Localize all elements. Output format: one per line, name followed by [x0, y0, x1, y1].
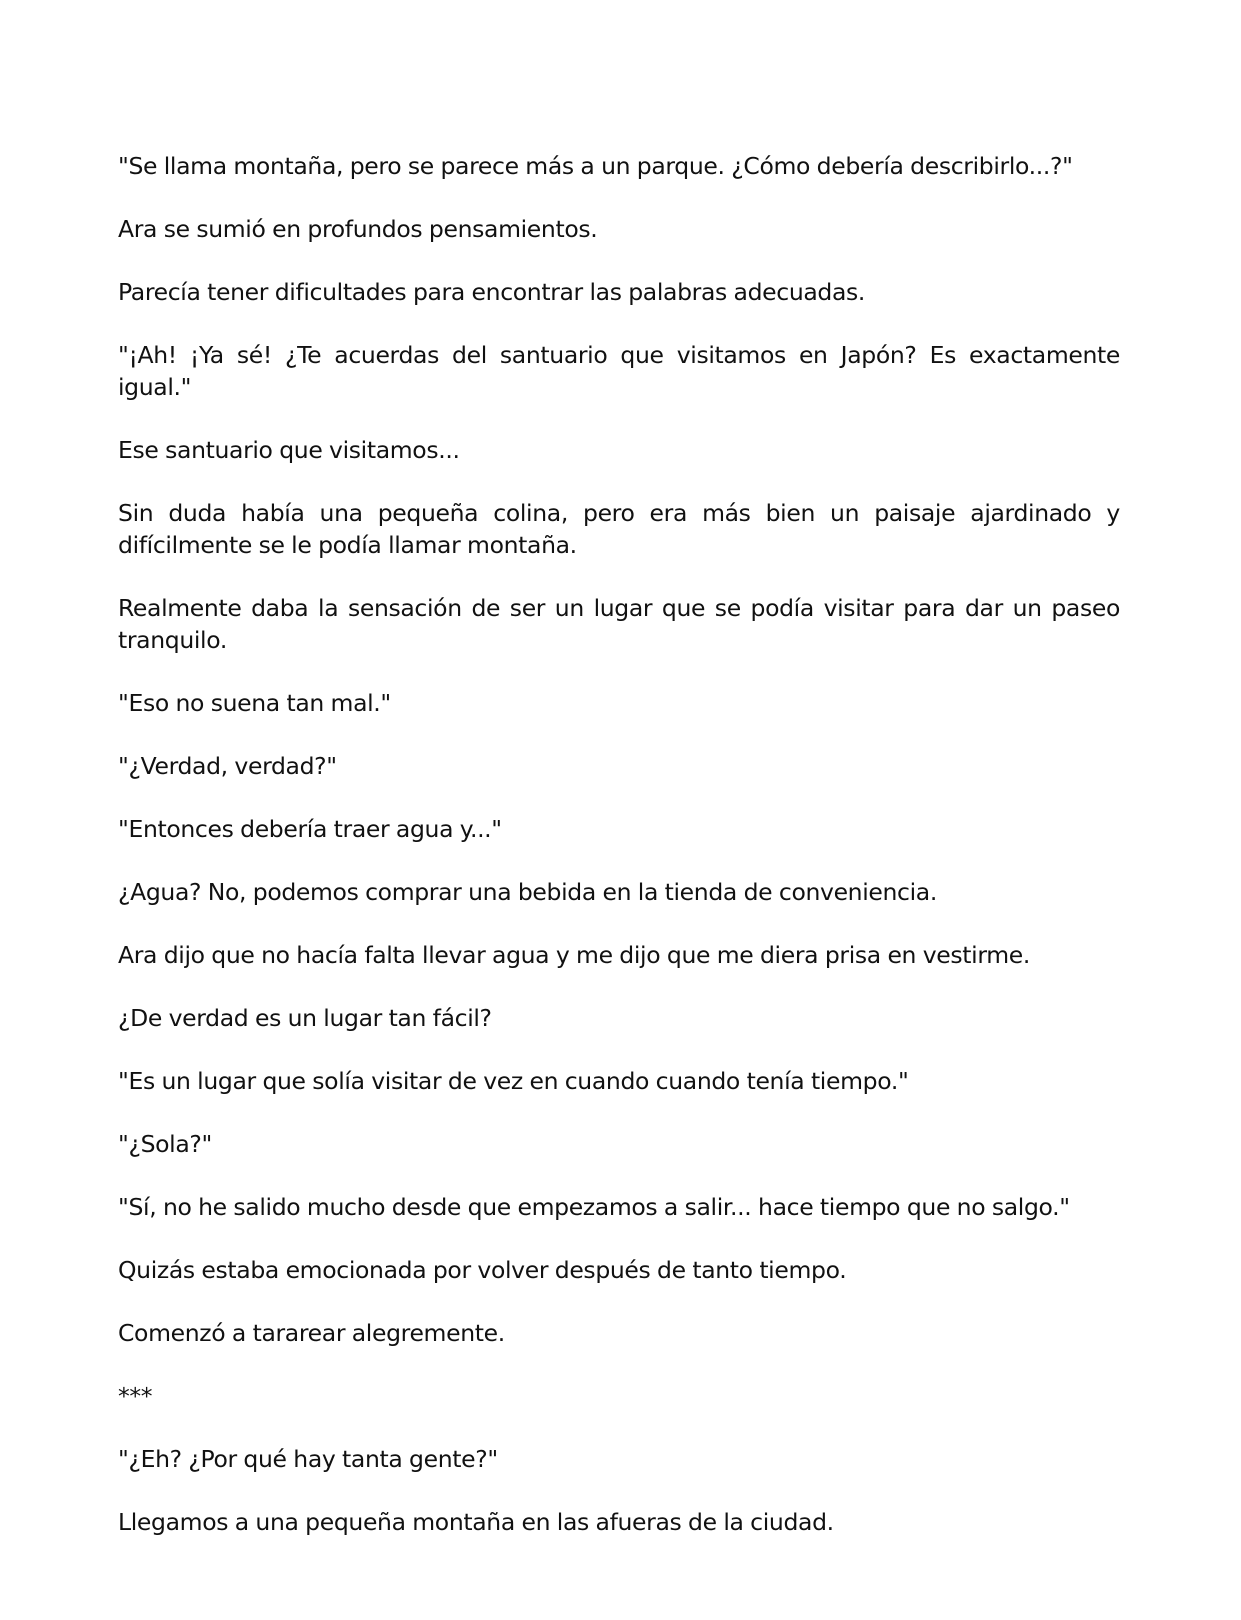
- paragraph: "¿Sola?": [118, 1130, 212, 1158]
- paragraph: "¿Eh? ¿Por qué hay tanta gente?": [118, 1445, 498, 1473]
- paragraph: ¿De verdad es un lugar tan fácil?: [118, 1004, 492, 1032]
- paragraph: Comenzó a tararear alegremente.: [118, 1319, 505, 1347]
- paragraph: Parecía tener dificultades para encontrar las palabras adecuadas.: [118, 278, 866, 306]
- paragraph: "Se llama montaña, pero se parece más a un parque. ¿Cómo debería describirlo...?": [118, 152, 1073, 180]
- paragraph: "¿Verdad, verdad?": [118, 752, 337, 780]
- paragraph: Llegamos a una pequeña montaña en las afueras de la ciudad.: [118, 1508, 834, 1536]
- paragraph: "Eso no suena tan mal.": [118, 689, 391, 717]
- paragraph: Ese santuario que visitamos...: [118, 436, 460, 464]
- paragraph: "Entonces debería traer agua y...": [118, 815, 502, 843]
- paragraph: ¿Agua? No, podemos comprar una bebida en la tienda de conveniencia.: [118, 878, 937, 906]
- paragraph: Quizás estaba emocionada por volver después de tanto tiempo.: [118, 1256, 847, 1284]
- body-text: [118, 150, 1120, 1569]
- scene-break: ***: [118, 1382, 153, 1410]
- paragraph: Sin duda había una pequeña colina, pero era más bien un paisaje ajardinado y difícilmente se le podía llamar montaña.: [118, 499, 1120, 559]
- paragraph: "Es un lugar que solía visitar de vez en cuando cuando tenía tiempo.": [118, 1067, 909, 1095]
- paragraph: "Sí, no he salido mucho desde que empezamos a salir... hace tiempo que no salgo.": [118, 1193, 1070, 1221]
- paragraph: Ara se sumió en profundos pensamientos.: [118, 215, 598, 243]
- paragraph: Ara dijo que no hacía falta llevar agua y me dijo que me diera prisa en vestirme.: [118, 941, 1030, 969]
- paragraph: "¡Ah! ¡Ya sé! ¿Te acuerdas del santuario que visitamos en Japón? Es exactamente igual.": [118, 341, 1120, 401]
- paragraph: Realmente daba la sensación de ser un lugar que se podía visitar para dar un paseo tranquilo.: [118, 594, 1120, 654]
